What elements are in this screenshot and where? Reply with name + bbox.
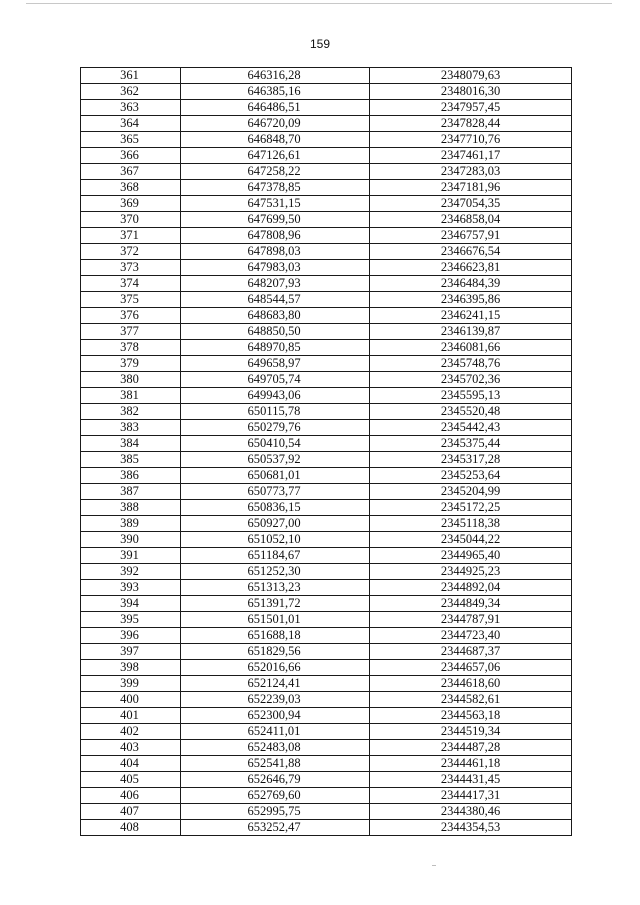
table-row: [81, 468, 572, 484]
table-row: [81, 148, 572, 164]
point-number-cell: 380: [81, 372, 181, 388]
table-row: [81, 628, 572, 644]
y-coordinate-cell: 2346858,04: [370, 212, 572, 228]
coordinates-table: [80, 67, 572, 836]
point-number-cell: 375: [81, 292, 181, 308]
y-coordinate-cell: 2345375,44: [370, 436, 572, 452]
table-row: [81, 772, 572, 788]
table-row: [81, 324, 572, 340]
y-coordinate-cell: 2345748,76: [370, 356, 572, 372]
point-number-cell: 368: [81, 180, 181, 196]
table-row: [81, 500, 572, 516]
x-coordinate-cell: 652646,79: [181, 772, 370, 788]
table-row: [81, 548, 572, 564]
y-coordinate-cell: 2347054,35: [370, 196, 572, 212]
point-number-cell: 402: [81, 724, 181, 740]
x-coordinate-cell: 652300,94: [181, 708, 370, 724]
y-coordinate-cell: 2345118,38: [370, 516, 572, 532]
y-coordinate-cell: 2344965,40: [370, 548, 572, 564]
y-coordinate-cell: 2346081,66: [370, 340, 572, 356]
y-coordinate-cell: 2347283,03: [370, 164, 572, 180]
x-coordinate-cell: 647898,03: [181, 244, 370, 260]
point-number-cell: 392: [81, 564, 181, 580]
table-row: [81, 596, 572, 612]
x-coordinate-cell: 646316,28: [181, 68, 370, 84]
x-coordinate-cell: 648683,80: [181, 308, 370, 324]
table-row: [81, 260, 572, 276]
y-coordinate-cell: 2344618,60: [370, 676, 572, 692]
x-coordinate-cell: 647258,22: [181, 164, 370, 180]
table-row: [81, 820, 572, 836]
x-coordinate-cell: 648850,50: [181, 324, 370, 340]
table-row: [81, 276, 572, 292]
x-coordinate-cell: 647378,85: [181, 180, 370, 196]
table-row: [81, 580, 572, 596]
point-number-cell: 379: [81, 356, 181, 372]
table-row: [81, 532, 572, 548]
point-number-cell: 408: [81, 820, 181, 836]
point-number-cell: 395: [81, 612, 181, 628]
x-coordinate-cell: 647983,03: [181, 260, 370, 276]
x-coordinate-cell: 651184,67: [181, 548, 370, 564]
point-number-cell: 381: [81, 388, 181, 404]
x-coordinate-cell: 647531,15: [181, 196, 370, 212]
x-coordinate-cell: 651391,72: [181, 596, 370, 612]
x-coordinate-cell: 652239,03: [181, 692, 370, 708]
point-number-cell: 401: [81, 708, 181, 724]
x-coordinate-cell: 652995,75: [181, 804, 370, 820]
x-coordinate-cell: 650927,00: [181, 516, 370, 532]
point-number-cell: 363: [81, 100, 181, 116]
table-row: [81, 132, 572, 148]
y-coordinate-cell: 2344519,34: [370, 724, 572, 740]
point-number-cell: 405: [81, 772, 181, 788]
point-number-cell: 400: [81, 692, 181, 708]
x-coordinate-cell: 646720,09: [181, 116, 370, 132]
table-row: [81, 436, 572, 452]
x-coordinate-cell: 650681,01: [181, 468, 370, 484]
scan-mark: [432, 865, 436, 866]
table-row: [81, 740, 572, 756]
table-row: [81, 676, 572, 692]
point-number-cell: 377: [81, 324, 181, 340]
point-number-cell: 362: [81, 84, 181, 100]
table-row: [81, 228, 572, 244]
y-coordinate-cell: 2344687,37: [370, 644, 572, 660]
table-row: [81, 372, 572, 388]
table-row: [81, 164, 572, 180]
table-row: [81, 724, 572, 740]
y-coordinate-cell: 2346623,81: [370, 260, 572, 276]
y-coordinate-cell: 2347461,17: [370, 148, 572, 164]
table-row: [81, 404, 572, 420]
table-row: [81, 356, 572, 372]
x-coordinate-cell: 651252,30: [181, 564, 370, 580]
point-number-cell: 372: [81, 244, 181, 260]
table-row: [81, 452, 572, 468]
y-coordinate-cell: 2344723,40: [370, 628, 572, 644]
x-coordinate-cell: 650537,92: [181, 452, 370, 468]
x-coordinate-cell: 652411,01: [181, 724, 370, 740]
x-coordinate-cell: 648970,85: [181, 340, 370, 356]
coordinates-table-body: [81, 68, 572, 836]
point-number-cell: 397: [81, 644, 181, 660]
y-coordinate-cell: 2348016,30: [370, 84, 572, 100]
y-coordinate-cell: 2344582,61: [370, 692, 572, 708]
point-number-cell: 391: [81, 548, 181, 564]
x-coordinate-cell: 650115,78: [181, 404, 370, 420]
point-number-cell: 383: [81, 420, 181, 436]
point-number-cell: 403: [81, 740, 181, 756]
point-number-cell: 398: [81, 660, 181, 676]
y-coordinate-cell: 2346139,87: [370, 324, 572, 340]
y-coordinate-cell: 2344417,31: [370, 788, 572, 804]
y-coordinate-cell: 2344892,04: [370, 580, 572, 596]
y-coordinate-cell: 2346757,91: [370, 228, 572, 244]
x-coordinate-cell: 652541,88: [181, 756, 370, 772]
x-coordinate-cell: 647126,61: [181, 148, 370, 164]
table-row: [81, 196, 572, 212]
point-number-cell: 399: [81, 676, 181, 692]
table-row: [81, 788, 572, 804]
y-coordinate-cell: 2345317,28: [370, 452, 572, 468]
point-number-cell: 369: [81, 196, 181, 212]
x-coordinate-cell: 653252,47: [181, 820, 370, 836]
y-coordinate-cell: 2345702,36: [370, 372, 572, 388]
x-coordinate-cell: 650410,54: [181, 436, 370, 452]
table-row: [81, 692, 572, 708]
table-row: [81, 100, 572, 116]
y-coordinate-cell: 2344925,23: [370, 564, 572, 580]
page-number: 159: [309, 37, 331, 51]
y-coordinate-cell: 2347957,45: [370, 100, 572, 116]
page-top-edge: [26, 3, 612, 4]
x-coordinate-cell: 650279,76: [181, 420, 370, 436]
y-coordinate-cell: 2344657,06: [370, 660, 572, 676]
x-coordinate-cell: 652016,66: [181, 660, 370, 676]
x-coordinate-cell: 651688,18: [181, 628, 370, 644]
point-number-cell: 394: [81, 596, 181, 612]
y-coordinate-cell: 2346395,86: [370, 292, 572, 308]
y-coordinate-cell: 2347828,44: [370, 116, 572, 132]
x-coordinate-cell: 651052,10: [181, 532, 370, 548]
y-coordinate-cell: 2344487,28: [370, 740, 572, 756]
y-coordinate-cell: 2344849,34: [370, 596, 572, 612]
table-row: [81, 420, 572, 436]
table-row: [81, 180, 572, 196]
point-number-cell: 393: [81, 580, 181, 596]
point-number-cell: 390: [81, 532, 181, 548]
table-row: [81, 516, 572, 532]
point-number-cell: 376: [81, 308, 181, 324]
point-number-cell: 367: [81, 164, 181, 180]
y-coordinate-cell: 2346676,54: [370, 244, 572, 260]
y-coordinate-cell: 2348079,63: [370, 68, 572, 84]
y-coordinate-cell: 2345044,22: [370, 532, 572, 548]
y-coordinate-cell: 2345172,25: [370, 500, 572, 516]
table-row: [81, 660, 572, 676]
x-coordinate-cell: 652483,08: [181, 740, 370, 756]
point-number-cell: 382: [81, 404, 181, 420]
table-row: [81, 212, 572, 228]
point-number-cell: 388: [81, 500, 181, 516]
y-coordinate-cell: 2346241,15: [370, 308, 572, 324]
x-coordinate-cell: 647699,50: [181, 212, 370, 228]
point-number-cell: 371: [81, 228, 181, 244]
table-row: [81, 308, 572, 324]
x-coordinate-cell: 651829,56: [181, 644, 370, 660]
table-row: [81, 244, 572, 260]
y-coordinate-cell: 2344380,46: [370, 804, 572, 820]
point-number-cell: 384: [81, 436, 181, 452]
point-number-cell: 406: [81, 788, 181, 804]
y-coordinate-cell: 2345520,48: [370, 404, 572, 420]
x-coordinate-cell: 652124,41: [181, 676, 370, 692]
x-coordinate-cell: 651501,01: [181, 612, 370, 628]
x-coordinate-cell: 650836,15: [181, 500, 370, 516]
table-row: [81, 708, 572, 724]
y-coordinate-cell: 2345253,64: [370, 468, 572, 484]
y-coordinate-cell: 2344354,53: [370, 820, 572, 836]
x-coordinate-cell: 652769,60: [181, 788, 370, 804]
y-coordinate-cell: 2344461,18: [370, 756, 572, 772]
x-coordinate-cell: 649658,97: [181, 356, 370, 372]
point-number-cell: 374: [81, 276, 181, 292]
point-number-cell: 386: [81, 468, 181, 484]
point-number-cell: 389: [81, 516, 181, 532]
table-row: [81, 612, 572, 628]
y-coordinate-cell: 2345442,43: [370, 420, 572, 436]
y-coordinate-cell: 2347710,76: [370, 132, 572, 148]
y-coordinate-cell: 2345595,13: [370, 388, 572, 404]
table-row: [81, 68, 572, 84]
table-row: [81, 84, 572, 100]
table-row: [81, 484, 572, 500]
point-number-cell: 361: [81, 68, 181, 84]
y-coordinate-cell: 2344431,45: [370, 772, 572, 788]
x-coordinate-cell: 648544,57: [181, 292, 370, 308]
point-number-cell: 366: [81, 148, 181, 164]
y-coordinate-cell: 2346484,39: [370, 276, 572, 292]
point-number-cell: 364: [81, 116, 181, 132]
x-coordinate-cell: 649705,74: [181, 372, 370, 388]
point-number-cell: 387: [81, 484, 181, 500]
x-coordinate-cell: 650773,77: [181, 484, 370, 500]
table-row: [81, 388, 572, 404]
x-coordinate-cell: 648207,93: [181, 276, 370, 292]
point-number-cell: 407: [81, 804, 181, 820]
y-coordinate-cell: 2344563,18: [370, 708, 572, 724]
point-number-cell: 365: [81, 132, 181, 148]
x-coordinate-cell: 646385,16: [181, 84, 370, 100]
point-number-cell: 370: [81, 212, 181, 228]
x-coordinate-cell: 646486,51: [181, 100, 370, 116]
point-number-cell: 404: [81, 756, 181, 772]
table-row: [81, 340, 572, 356]
table-row: [81, 804, 572, 820]
table-row: [81, 756, 572, 772]
table-row: [81, 292, 572, 308]
table-row: [81, 644, 572, 660]
point-number-cell: 385: [81, 452, 181, 468]
table-row: [81, 564, 572, 580]
x-coordinate-cell: 647808,96: [181, 228, 370, 244]
y-coordinate-cell: 2345204,99: [370, 484, 572, 500]
y-coordinate-cell: 2344787,91: [370, 612, 572, 628]
table-row: [81, 116, 572, 132]
x-coordinate-cell: 651313,23: [181, 580, 370, 596]
point-number-cell: 396: [81, 628, 181, 644]
x-coordinate-cell: 649943,06: [181, 388, 370, 404]
point-number-cell: 373: [81, 260, 181, 276]
x-coordinate-cell: 646848,70: [181, 132, 370, 148]
y-coordinate-cell: 2347181,96: [370, 180, 572, 196]
point-number-cell: 378: [81, 340, 181, 356]
